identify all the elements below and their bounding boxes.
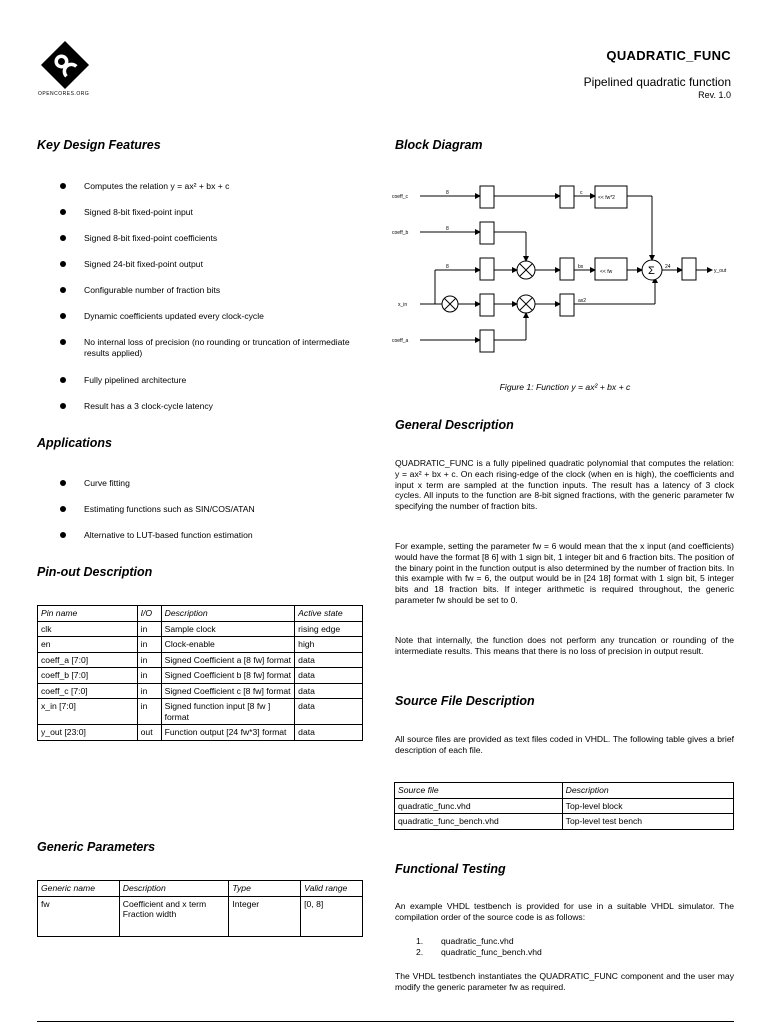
column-header: Description: [562, 783, 733, 799]
column-header: I/O: [137, 606, 161, 622]
width-label: 8: [446, 190, 449, 196]
table-row: en in Clock-enable high: [38, 637, 363, 653]
general-heading: General Description: [395, 418, 514, 432]
testing-paragraph-2: The VHDL testbench instantiates the QUADRATIC_FUNC component and the user may modify the generic parameter fw as required.: [395, 971, 734, 992]
footer-rule: [37, 1021, 734, 1022]
opencores-logo: [40, 40, 90, 90]
table-row: quadratic_func_bench.vhd Top-level test bench: [395, 814, 734, 830]
bullet-icon: [60, 506, 66, 512]
block-diagram-heading: Block Diagram: [395, 138, 483, 152]
coeff-c-label: coeff_c: [392, 194, 409, 200]
testing-paragraph-1: An example VHDL testbench is provided for use in a suitable VHDL simulator. The compilation order of the source code is as follows:: [395, 901, 734, 922]
source-file-table: [394, 782, 734, 830]
bullet-icon: [60, 287, 66, 293]
table-row: fw Coefficient and x term Fraction width Integer [0, 8]: [38, 896, 363, 936]
table-header-row: [395, 783, 734, 799]
table-row: coeff_c [7:0] in Signed Coefficient c [8 fw] format data: [38, 683, 363, 699]
column-header: Type: [229, 881, 301, 897]
general-paragraph-3: Note that internally, the function does not perform any truncation or rounding of the intermediate results. This means that there is no loss of precision in output result.: [395, 635, 734, 656]
general-paragraph-2: For example, setting the parameter fw = 6 would mean that the x input (and coefficients) would have the format [8 6] with 1 sign bit, 1 integer bit and 6 fraction bits. The position of the binary point in the function output is also determined by the number of fraction bits. In this example with fw = 6, the output would be in [24 18] format with 1 sign bit, 5 integer bits and 18 fraction bits. If integer arithmetic is required throughout, the generic parameter fw should be set to 0.: [395, 541, 735, 605]
pinout-table: [37, 605, 363, 741]
table-row: coeff_b [7:0] in Signed Coefficient b [8 fw] format data: [38, 668, 363, 684]
generics-heading: Generic Parameters: [37, 840, 156, 854]
source-paragraph: All source files are provided as text files coded in VHDL. The following table gives a brief description of each file.: [395, 734, 734, 755]
width-label: 24: [665, 264, 671, 270]
figure-caption: Figure 1: Function y = ax² + bx + c: [499, 382, 631, 392]
column-header: Valid range: [301, 881, 363, 897]
bullet-icon: [60, 183, 66, 189]
coeff-a-label: coeff_a: [392, 338, 409, 344]
table-row: quadratic_func.vhd Top-level block: [395, 798, 734, 814]
compile-order-marker: 2.: [416, 947, 424, 957]
features-heading: Key Design Features: [37, 138, 161, 152]
bx-reg-label: bx: [578, 264, 584, 270]
bullet-icon: [60, 261, 66, 267]
table-row: y_out [23:0] out Function output [24 fw*3] format data: [38, 725, 363, 741]
table-row: x_in [7:0] in Signed function input [8 fw ] format data: [38, 699, 363, 725]
block-diagram: [390, 178, 735, 368]
table-header-row: [38, 881, 363, 897]
bullet-icon: [60, 377, 66, 383]
column-header: Description: [119, 881, 229, 897]
ax2-reg-label: ax2: [578, 298, 587, 304]
column-header: Pin name: [38, 606, 138, 622]
table-row: clk in Sample clock rising edge: [38, 621, 363, 637]
shift-c-label: << fw*2: [598, 195, 615, 201]
coeff-b-label: coeff_b: [392, 230, 409, 236]
source-heading: Source File Description: [395, 694, 535, 708]
testing-heading: Functional Testing: [395, 862, 506, 876]
width-label: 8: [446, 226, 449, 232]
generics-table: [37, 880, 363, 937]
sigma-symbol: Σ: [648, 265, 655, 277]
shift-bx-label: << fw: [600, 269, 613, 275]
applications-heading: Applications: [37, 436, 113, 450]
bullet-icon: [60, 403, 66, 409]
column-header: Source file: [395, 783, 563, 799]
table-row: coeff_a [7:0] in Signed Coefficient a [8 fw] format data: [38, 652, 363, 668]
document-subtitle: Pipelined quadratic function: [583, 75, 731, 89]
document-title: QUADRATIC_FUNC: [606, 48, 731, 63]
compile-order-marker: 1.: [416, 936, 424, 946]
column-header: Description: [161, 606, 295, 622]
column-header: Generic name: [38, 881, 120, 897]
c-reg-label: c: [580, 190, 583, 196]
compile-order-item: quadratic_func.vhd: [441, 936, 514, 946]
column-header: Active state: [295, 606, 363, 622]
pinout-heading: Pin-out Description: [37, 565, 153, 579]
logo-text: OPENCORES.ORG: [38, 91, 90, 97]
table-header-row: [38, 606, 363, 622]
compile-order-item: quadratic_func_bench.vhd: [441, 947, 542, 957]
bullet-icon: [60, 209, 66, 215]
document-revision: Rev. 1.0: [698, 90, 731, 100]
bullet-icon: [60, 480, 66, 486]
general-paragraph-1: QUADRATIC_FUNC is a fully pipelined quadratic polynomial that computes the relation: y = ax² + bx + c. On each rising-edge of the clock (when en is high), the coefficients and input x term are sampled at the function inputs. The result has a latency of 3 clock cycles. All inputs to the function are 8-bit signed fractions, with the generic parameter fw specifying the number of fraction bits.: [395, 458, 734, 512]
bullet-icon: [60, 339, 66, 345]
bullet-icon: [60, 235, 66, 241]
width-label: 8: [446, 264, 449, 270]
y-out-label: y_out: [714, 268, 727, 274]
x-in-label: x_in: [398, 302, 408, 308]
bullet-icon: [60, 532, 66, 538]
opencores-logo-mark: [40, 40, 90, 90]
bullet-icon: [60, 313, 66, 319]
